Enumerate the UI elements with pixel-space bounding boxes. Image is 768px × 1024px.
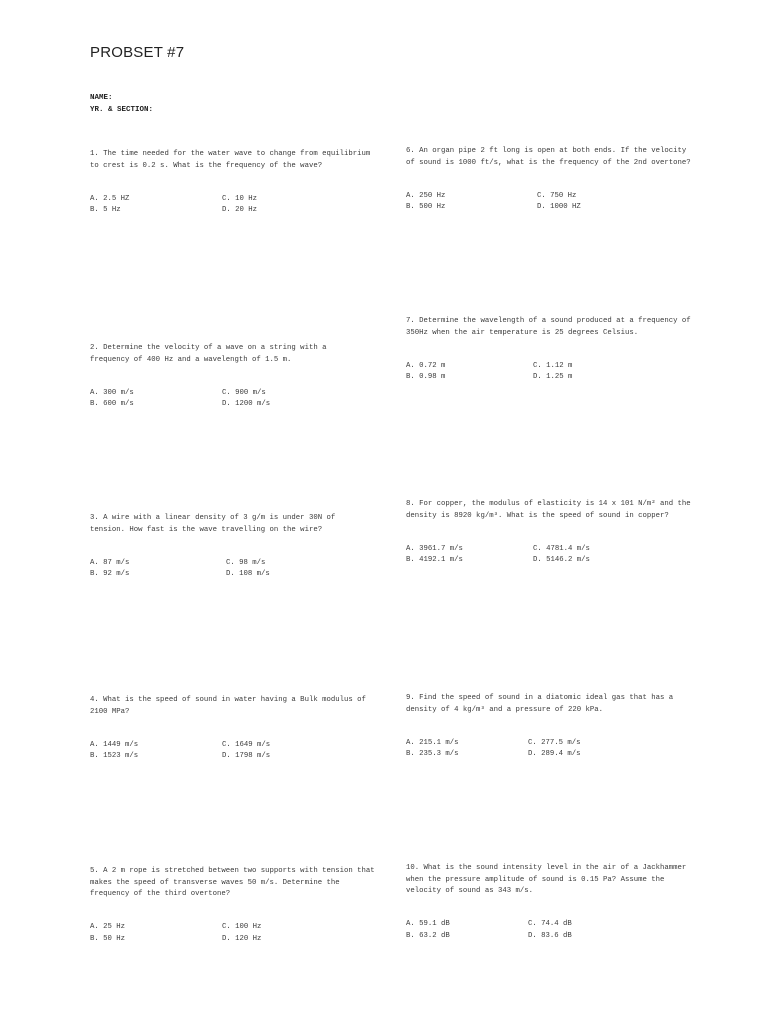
choice-a: A. 25 Hz <box>90 923 126 932</box>
choice-c: C. 900 m/s <box>222 389 266 398</box>
choice-a: A. 1449 m/s <box>90 741 139 750</box>
choice-b: B. 500 Hz <box>406 203 446 212</box>
question-10 <box>406 841 691 953</box>
yr-section-field-label: YR. & SECTION: <box>90 106 154 114</box>
question-3 <box>90 491 360 592</box>
choice-b: B. 235.3 m/s <box>406 750 459 759</box>
choice-a: A. 300 m/s <box>90 389 134 398</box>
question-5 <box>90 844 380 956</box>
question-text: 2. Determine the velocity of a wave on a string with a frequency of 400 Hz and a wavelength of 1.5 m. <box>90 344 331 364</box>
question-text: 3. A wire with a linear density of 3 g/m is under 30N of tension. How fast is the wave travelling on the wire? <box>90 514 340 534</box>
choice-d: D. 120 Hz <box>222 934 262 943</box>
choice-c: C. 100 Hz <box>222 923 262 932</box>
choice-a: A. 3961.7 m/s <box>406 545 463 554</box>
choice-d: D. 83.6 dB <box>528 931 572 940</box>
choice-d: D. 1200 m/s <box>222 400 271 409</box>
name-field-label: NAME: <box>90 94 113 102</box>
question-text: 5. A 2 m rope is stretched between two supports with tension that makes the speed of transverse waves 50 m/s. Determine the frequency of the third overtone? <box>90 867 380 898</box>
choice-d: D. 289.4 m/s <box>528 750 581 759</box>
choice-c: C. 74.4 dB <box>528 920 572 929</box>
choice-d: D. 5146.2 m/s <box>533 556 590 565</box>
page-title: PROBSET #7 <box>90 44 185 61</box>
choice-a: A. 87 m/s <box>90 559 130 568</box>
choice-d: D. 1798 m/s <box>222 752 271 761</box>
question-7 <box>406 294 696 395</box>
choice-d: D. 108 m/s <box>226 570 270 579</box>
choice-b: B. 63.2 dB <box>406 931 450 940</box>
choice-d: D. 20 Hz <box>222 206 258 215</box>
choice-c: C. 4781.4 m/s <box>533 545 590 554</box>
choice-c: C. 1.12 m <box>533 362 573 371</box>
choice-d: D. 1000 HZ <box>537 203 581 212</box>
choice-b: B. 4192.1 m/s <box>406 556 463 565</box>
choice-a: A. 0.72 m <box>406 362 446 371</box>
choice-a: A. 59.1 dB <box>406 920 450 929</box>
choice-b: B. 5 Hz <box>90 206 121 215</box>
choice-c: C. 98 m/s <box>226 559 266 568</box>
question-text: 4. What is the speed of sound in water having a Bulk modulus of 2100 MPa? <box>90 696 371 716</box>
question-9 <box>406 671 691 772</box>
choice-b: B. 600 m/s <box>90 400 134 409</box>
question-4 <box>90 673 375 774</box>
question-text: 1. The time needed for the water wave to change from equilibrium to crest is 0.2 s. What is the frequency of the wave? <box>90 150 375 170</box>
choice-b: B. 92 m/s <box>90 570 130 579</box>
question-2 <box>90 321 350 422</box>
question-text: 9. Find the speed of sound in a diatomic ideal gas that has a density of 4 kg/m³ and a pressure of 220 kPa. <box>406 694 678 714</box>
choice-a: A. 215.1 m/s <box>406 739 459 748</box>
choice-c: C. 10 Hz <box>222 195 258 204</box>
question-text: 7. Determine the wavelength of a sound produced at a frequency of 350Hz when the air temperature is 25 degrees Celsius. <box>406 317 696 337</box>
question-1 <box>90 127 375 228</box>
question-text: 6. An organ pipe 2 ft long is open at both ends. If the velocity of sound is 1000 ft/s, what is the frequency of the 2nd overtone? <box>406 147 691 167</box>
question-8 <box>406 477 696 578</box>
choice-c: C. 277.5 m/s <box>528 739 581 748</box>
choice-b: B. 1523 m/s <box>90 752 139 761</box>
choice-a: A. 2.5 HZ <box>90 195 130 204</box>
choice-c: C. 1649 m/s <box>222 741 271 750</box>
question-text: 8. For copper, the modulus of elasticity is 14 x 101 N/m² and the density is 8920 kg/m³. What is the speed of sound in copper? <box>406 500 696 520</box>
choice-b: B. 50 Hz <box>90 934 126 943</box>
question-text: 10. What is the sound intensity level in the air of a Jackhammer when the pressure amplitude of sound is 0.15 Pa? Assume the velocity of sound as 343 m/s. <box>406 864 691 895</box>
choice-a: A. 250 Hz <box>406 192 446 201</box>
choice-d: D. 1.25 m <box>533 373 573 382</box>
question-6 <box>406 124 691 225</box>
choice-c: C. 750 Hz <box>537 192 577 201</box>
choice-b: B. 0.98 m <box>406 373 446 382</box>
